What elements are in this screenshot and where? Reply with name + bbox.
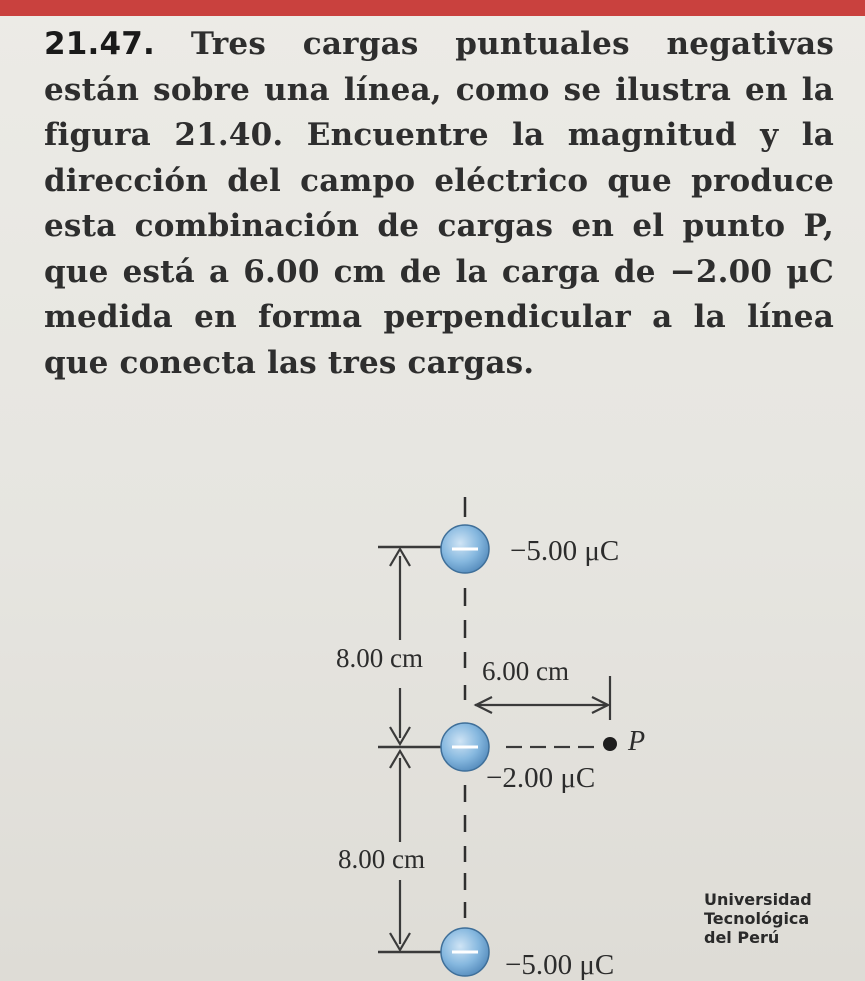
bottom-charge bbox=[441, 928, 489, 976]
watermark-logo-text bbox=[704, 890, 854, 947]
top-charge bbox=[441, 525, 489, 573]
watermark-line-1: Universidad bbox=[704, 890, 812, 909]
lower-gap-label: 8.00 cm bbox=[338, 844, 425, 874]
watermark-line-3: del Perú bbox=[704, 928, 780, 947]
problem-number: 21.47. bbox=[44, 26, 156, 62]
middle-charge-label: −2.00 μC bbox=[486, 762, 596, 794]
point-p-label: P bbox=[628, 726, 646, 757]
top-charge-label: −5.00 μC bbox=[510, 535, 620, 567]
extension-lines bbox=[378, 547, 450, 952]
watermark-line-2: Tecnológica bbox=[704, 909, 810, 928]
middle-charge bbox=[441, 723, 489, 771]
problem-statement bbox=[44, 22, 834, 386]
red-top-band bbox=[0, 0, 865, 16]
bottom-charge-label: −5.00 μC bbox=[505, 949, 615, 981]
horizontal-distance-label: 6.00 cm bbox=[482, 656, 569, 686]
problem-text: Tres cargas puntuales negativas están sobre una línea, como se ilustra en la figura 21.40. Encuentre la magnitud y la dirección del campo eléctrico que produce esta combinación de cargas en el punto P, que está a 6.00 cm de la carga de −2.00 μC medida en forma perpendicular a la línea que conecta las tres cargas. bbox=[44, 26, 834, 381]
point-p-dot bbox=[603, 737, 617, 751]
upper-gap-label: 8.00 cm bbox=[336, 643, 423, 673]
